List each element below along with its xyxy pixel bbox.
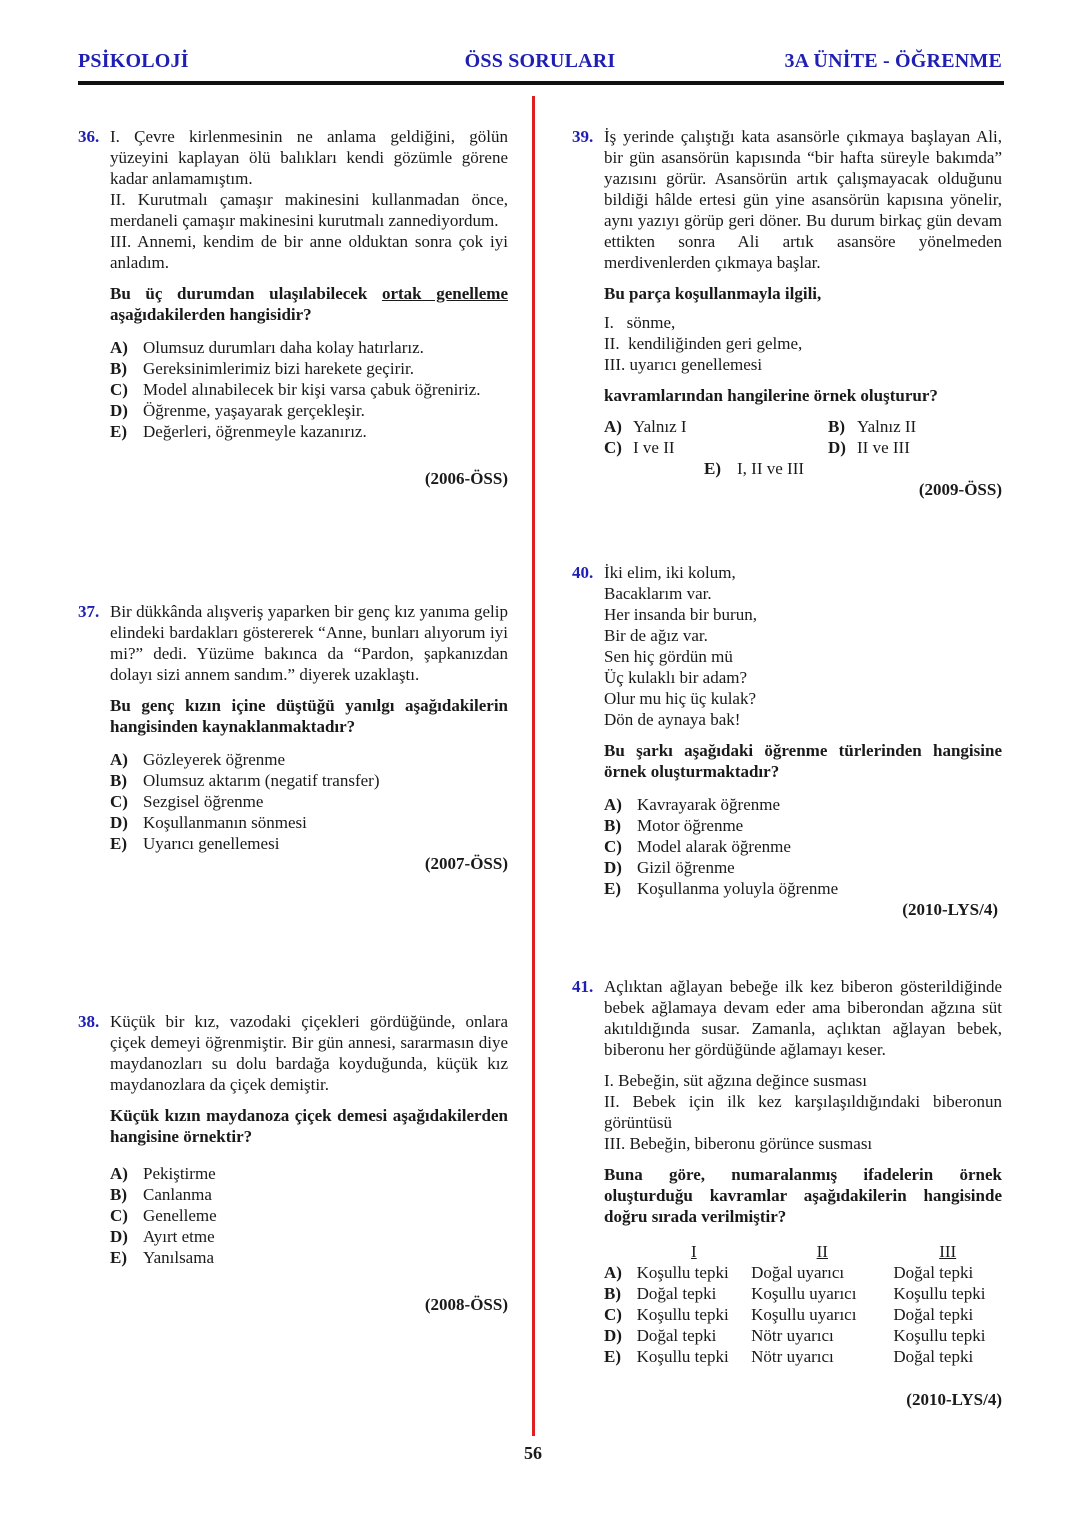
premise-3: III. Annemi, kendim de bir anne olduktan sonra çok iyi anladım. (110, 232, 508, 272)
source-label: (2007-ÖSS) (424, 854, 508, 873)
column-header: III (939, 1242, 957, 1261)
option-b[interactable]: B) Gereksinimlerimiz bizi harekete geçirir. (110, 359, 414, 378)
statement-list (604, 1070, 1002, 1154)
question-37 (78, 601, 508, 874)
source-label: (2008-ÖSS) (424, 1295, 508, 1314)
option-e[interactable]: E) Uyarıcı genellemesi (110, 834, 280, 853)
option-c[interactable]: C) Model alarak öğrenme (604, 837, 791, 856)
concept-item: I. sönme, (604, 313, 676, 332)
question-stem: Bu genç kızın içine düştüğü yanılgı aşağıdakilerin hangisinden kaynaklanmaktadır? (110, 696, 508, 736)
source-label: (2009-ÖSS) (918, 480, 1002, 499)
poem-line: Üç kulaklı bir adam? (604, 668, 748, 687)
option-b[interactable]: B) Canlanma (110, 1185, 212, 1204)
premise-2: II. Kurutmalı çamaşır makinesini kullanmadan önce, merdaneli çamaşır makinesini kurutmalı zannediyordum. (110, 190, 508, 230)
column-header: II (816, 1242, 828, 1261)
question-number: 36. (78, 127, 100, 146)
question-39 (572, 126, 1002, 500)
options (604, 794, 1002, 899)
option-e[interactable]: E) Koşullu tepki Nötr uyarıcı Doğal tepki (604, 1347, 974, 1366)
option-a[interactable]: A) Koşullu tepki Doğal uyarıcı Doğal tepki (604, 1263, 974, 1282)
section-title: ÖSS SORULARI (464, 50, 616, 72)
option-d[interactable]: D) Koşullanmanın sönmesi (110, 813, 307, 832)
question-36 (78, 126, 508, 489)
question-number: 40. (572, 563, 594, 582)
option-b[interactable]: B) Yalnız II (828, 417, 917, 436)
question-text: Bir dükkânda alışveriş yaparken bir genç kız yanıma gelip elindeki bardakları göstererek “Anne, bunları alıyorum iyi mi?” dedi. Yüzüme bakınca da “Pardon, şapkanızdan dolayı sizi annem sandım.” diyerek uzaklaştı. (110, 602, 508, 684)
option-b[interactable]: B) Motor öğrenme (604, 816, 744, 835)
poem-line: Dön de aynaya bak! (604, 710, 741, 729)
unit-title: 3A ÜNİTE - ÖĞRENME (784, 50, 1002, 72)
concept-item: II. kendiliğinden geri gelme, (604, 334, 803, 353)
option-c[interactable]: C) I ve II (604, 438, 675, 457)
poem-line: Bir de ağız var. (604, 626, 708, 645)
poem (604, 562, 1002, 730)
options (110, 337, 508, 442)
option-d[interactable]: D) Gizil öğrenme (604, 858, 735, 877)
question-stem: Küçük kızın maydanoza çiçek demesi aşağıdakilerden hangisine örnektir? (110, 1106, 508, 1146)
option-a[interactable]: A) Pekiştirme (110, 1164, 216, 1183)
statement-item: II. Bebek için ilk kez karşılaşıldığındaki biberonun görüntüsü (604, 1092, 1002, 1132)
poem-line: Olur mu hiç üç kulak? (604, 689, 757, 708)
question-40 (572, 562, 1002, 920)
option-a[interactable]: A) Yalnız I (604, 417, 687, 436)
question-text: Açlıktan ağlayan bebeğe ilk kez biberon gösterildiğinde bebek ağlamaya devam eder ama biberondan ağzına süt akıtıldığında susar. Zamanla, açlıktan ağlayan bebek, biberonu her gördüğünde ağlamayı keser. (604, 977, 1002, 1059)
option-d[interactable]: D) Ayırt etme (110, 1227, 215, 1246)
question-number: 39. (572, 127, 594, 146)
page-number: 56 (524, 1443, 542, 1463)
option-b[interactable]: B) Olumsuz aktarım (negatif transfer) (110, 771, 380, 790)
option-c[interactable]: C) Sezgisel öğrenme (110, 792, 264, 811)
underlined-phrase: ortak genelleme (381, 284, 508, 303)
question-number: 37. (78, 602, 100, 621)
concept-list (604, 312, 1002, 375)
question-41 (572, 976, 1002, 1410)
column-header: I (691, 1242, 697, 1261)
option-d[interactable]: D) Doğal tepki Nötr uyarıcı Koşullu tepki (604, 1326, 986, 1345)
answer-table (604, 1241, 1002, 1367)
question-lead: Bu parça koşullanmayla ilgili, (604, 284, 822, 303)
option-d[interactable]: D) Öğrenme, yaşayarak gerçekleşir. (110, 401, 365, 420)
option-e[interactable]: E) Değerleri, öğrenmeyle kazanırız. (110, 422, 367, 441)
source-label: (2010-LYS/4) (902, 900, 998, 919)
statement-item: I. Bebeğin, süt ağzına değince susması (604, 1071, 867, 1090)
poem-line: Bacaklarım var. (604, 584, 712, 603)
subject-title: PSİKOLOJİ (78, 50, 189, 72)
column-divider (532, 96, 535, 1436)
source-label: (2010-LYS/4) (906, 1390, 1002, 1409)
option-c[interactable]: C) Model alınabilecek bir kişi varsa çabuk öğreniriz. (110, 380, 481, 399)
poem-line: İki elim, iki kolum, (604, 563, 736, 582)
option-b[interactable]: B) Doğal tepki Koşullu uyarıcı Koşullu tepki (604, 1284, 986, 1303)
question-stem: Bu üç durumdan ulaşılabilecek ortak genelleme aşağıdakilerden hangisidir? (110, 284, 508, 324)
question-number: 41. (572, 977, 594, 996)
option-d[interactable]: D) II ve III (828, 438, 910, 457)
option-e[interactable]: E) Koşullanma yoluyla öğrenme (604, 879, 839, 898)
poem-line: Sen hiç gördün mü (604, 647, 733, 666)
option-a[interactable]: A) Olumsuz durumları daha kolay hatırlarız. (110, 338, 424, 357)
options (110, 1163, 508, 1268)
option-a[interactable]: A) Kavrayarak öğrenme (604, 795, 781, 814)
page-header (78, 50, 1002, 78)
option-c[interactable]: C) Genelleme (110, 1206, 217, 1225)
question-38 (78, 1011, 508, 1315)
question-number: 38. (78, 1012, 100, 1031)
source-label: (2006-ÖSS) (424, 469, 508, 488)
question-stem: Buna göre, numaralanmış ifadelerin örnek oluşturduğu kavramlar aşağıdakilerin hangisinde doğru sırada verilmiştir? (604, 1165, 1002, 1226)
option-a[interactable]: A) Gözleyerek öğrenme (110, 750, 286, 769)
question-text: Küçük bir kız, vazodaki çiçekleri gördüğünde, onlara çiçek demeyi öğrenmiştir. Bir gün annesi, sararmasın diye maydanozları su dolu bardağa koyduğunda, küçük kız maydanozlara da çiçek demiştir. (110, 1012, 508, 1094)
statement-item: III. Bebeğin, biberonu görünce susması (604, 1134, 873, 1153)
question-text: İş yerinde çalıştığı kata asansörle çıkmaya başlayan Ali, bir gün asansörün kapısında “bir hafta süreyle bakımda” yazısını görür. Asansörün artık çalışmayacak olduğunu bildiği hâlde ertesi gün yine asansörün kapısına yönelir, aynı yazıyı görüp geri döner. Bu durum birkaç gün devam ettikten sonra Ali artık asansöre yönelmeden merdivenlerden çıkmaya başlar. (604, 127, 1002, 272)
option-e[interactable]: E) I, II ve III (704, 459, 805, 478)
options (604, 416, 1002, 458)
table-header (604, 1241, 1002, 1262)
poem-line: Her insanda bir burun, (604, 605, 757, 624)
question-stem: kavramlarından hangilerine örnek oluşturur? (604, 386, 938, 405)
question-stem: Bu şarkı aşağıdaki öğrenme türlerinden hangisine örnek oluşturmaktadır? (604, 741, 1002, 781)
premise-1: I. Çevre kirlenmesinin ne anlama geldiğini, gölün yüzeyini kaplayan ölü balıkları kendi gözümle görene kadar anlamamıştım. (110, 127, 508, 188)
header-divider (78, 81, 1004, 85)
concept-item: III. uyarıcı genellemesi (604, 355, 763, 374)
option-c[interactable]: C) Koşullu tepki Koşullu uyarıcı Doğal tepki (604, 1305, 974, 1324)
options (110, 749, 508, 854)
option-e[interactable]: E) Yanılsama (110, 1248, 214, 1267)
